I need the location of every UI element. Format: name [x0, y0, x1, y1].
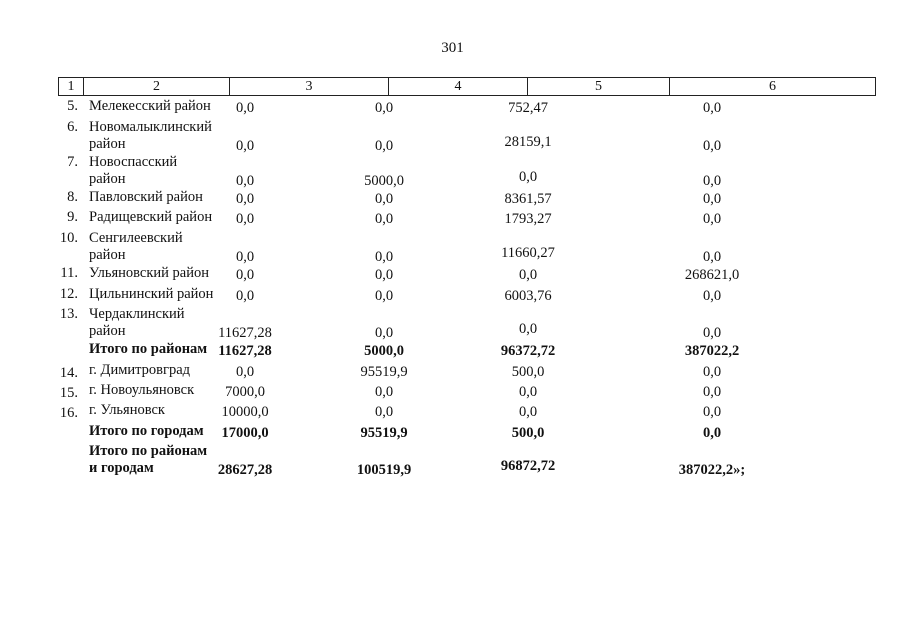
row-index: 11.	[60, 265, 78, 281]
row-name: Новомалыклинский	[89, 119, 212, 135]
row-name: Ульяновский район	[89, 265, 210, 281]
cell-col-3: 0,0	[235, 267, 255, 283]
row-name: район	[89, 136, 126, 152]
cell-col-6: 0,0	[702, 288, 722, 304]
cell-col-4: 0,0	[374, 325, 394, 341]
cell-col-5: 96372,72	[500, 343, 556, 359]
cell-col-5: 28159,1	[504, 134, 552, 150]
row-name: район	[89, 171, 126, 187]
row-index: 12.	[59, 286, 78, 302]
cell-col-3: 0,0	[235, 173, 255, 189]
row-index: 10.	[59, 230, 78, 246]
row-index: 5.	[67, 98, 78, 114]
cell-col-4: 0,0	[374, 404, 394, 420]
row-name: Радищевский район	[89, 209, 213, 225]
cell-col-5: 0,0	[518, 384, 538, 400]
row-name: район	[89, 323, 126, 339]
row-name: Итого по районам	[89, 443, 208, 459]
cell-col-3: 11627,28	[218, 325, 272, 341]
header-col-6: 6	[669, 78, 875, 95]
cell-col-4: 0,0	[374, 267, 394, 283]
cell-col-4: 0,0	[374, 100, 394, 116]
cell-col-3: 0,0	[235, 249, 255, 265]
cell-col-5: 8361,57	[504, 191, 552, 207]
cell-col-3: 0,0	[235, 288, 255, 304]
cell-col-3: 0,0	[235, 100, 255, 116]
cell-col-5: 500,0	[511, 364, 545, 380]
cell-col-4: 0,0	[374, 211, 394, 227]
cell-col-3: 17000,0	[221, 425, 269, 441]
cell-col-5: 0,0	[518, 404, 538, 420]
cell-col-6: 0,0	[702, 325, 722, 341]
cell-col-6: 0,0	[702, 425, 722, 441]
row-name: Сенгилеевский	[89, 230, 183, 246]
cell-col-3: 0,0	[235, 364, 255, 380]
cell-col-3: 10000,0	[221, 404, 269, 420]
cell-col-4: 95519,9	[360, 425, 408, 441]
row-name: г. Ульяновск	[89, 402, 165, 418]
row-index: 6.	[67, 119, 78, 135]
cell-col-5: 96872,72	[500, 458, 556, 474]
cell-col-4: 5000,0	[364, 343, 404, 359]
row-name: г. Новоульяновск	[89, 382, 195, 398]
cell-col-5: 0,0	[518, 169, 538, 185]
cell-col-4: 0,0	[374, 288, 394, 304]
cell-col-6: 0,0	[702, 404, 722, 420]
cell-col-6: 0,0	[702, 384, 722, 400]
page-number: 301	[441, 40, 464, 56]
row-name: и городам	[89, 460, 154, 476]
cell-col-6: 0,0	[702, 249, 722, 265]
row-name: Итого по районам	[89, 341, 208, 357]
row-index: 13.	[59, 306, 78, 322]
cell-col-6: 268621,0	[684, 267, 740, 283]
cell-col-3: 0,0	[235, 211, 255, 227]
cell-col-4: 0,0	[374, 191, 394, 207]
cell-col-4: 5000,0	[364, 173, 404, 189]
header-col-5: 5	[527, 78, 669, 95]
header-col-1: 1	[67, 79, 75, 94]
row-index: 9.	[67, 209, 78, 225]
cell-col-4: 0,0	[374, 384, 394, 400]
cell-col-4: 100519,9	[356, 462, 412, 478]
cell-col-6: 0,0	[702, 100, 722, 116]
row-name: Мелекесский район	[89, 98, 211, 114]
cell-col-3: 0,0	[235, 191, 255, 207]
cell-col-4: 0,0	[374, 249, 394, 265]
cell-col-6: 0,0	[702, 364, 722, 380]
row-name: Чердаклинский	[89, 306, 185, 322]
table-header	[58, 77, 876, 96]
cell-col-6: 387022,2	[684, 343, 740, 359]
row-index: 8.	[67, 189, 78, 205]
cell-col-5: 752,47	[508, 100, 548, 116]
row-name: район	[89, 247, 126, 263]
cell-col-6: 0,0	[702, 138, 722, 154]
row-name: Итого по городам	[89, 423, 204, 439]
cell-col-5: 500,0	[511, 425, 545, 441]
row-index: 14.	[59, 365, 78, 381]
row-index: 15.	[59, 385, 78, 401]
cell-col-4: 0,0	[374, 138, 394, 154]
row-name: Павловский район	[89, 189, 203, 205]
row-index: 7.	[67, 154, 78, 170]
row-name: г. Димитровград	[89, 362, 191, 378]
cell-col-3: 0,0	[235, 138, 255, 154]
cell-col-3: 28627,28	[217, 462, 273, 478]
header-col-4: 4	[388, 78, 527, 95]
header-col-3: 3	[229, 78, 388, 95]
cell-col-4: 95519,9	[360, 364, 408, 380]
row-index: 16.	[59, 405, 78, 421]
cell-col-6: 387022,2»;	[678, 462, 746, 478]
cell-col-5: 11660,27	[501, 245, 555, 261]
cell-col-3: 11627,28	[218, 343, 272, 359]
cell-col-5: 6003,76	[504, 288, 552, 304]
row-name: Цильнинский район	[89, 286, 214, 302]
cell-col-3: 7000,0	[225, 384, 265, 400]
cell-col-6: 0,0	[702, 173, 722, 189]
cell-col-6: 0,0	[702, 191, 722, 207]
row-name: Новоспасский	[89, 154, 178, 170]
header-col-2: 2	[83, 78, 229, 95]
cell-col-6: 0,0	[702, 211, 722, 227]
cell-col-5: 1793,27	[504, 211, 552, 227]
cell-col-5: 0,0	[518, 321, 538, 337]
cell-col-5: 0,0	[518, 267, 538, 283]
